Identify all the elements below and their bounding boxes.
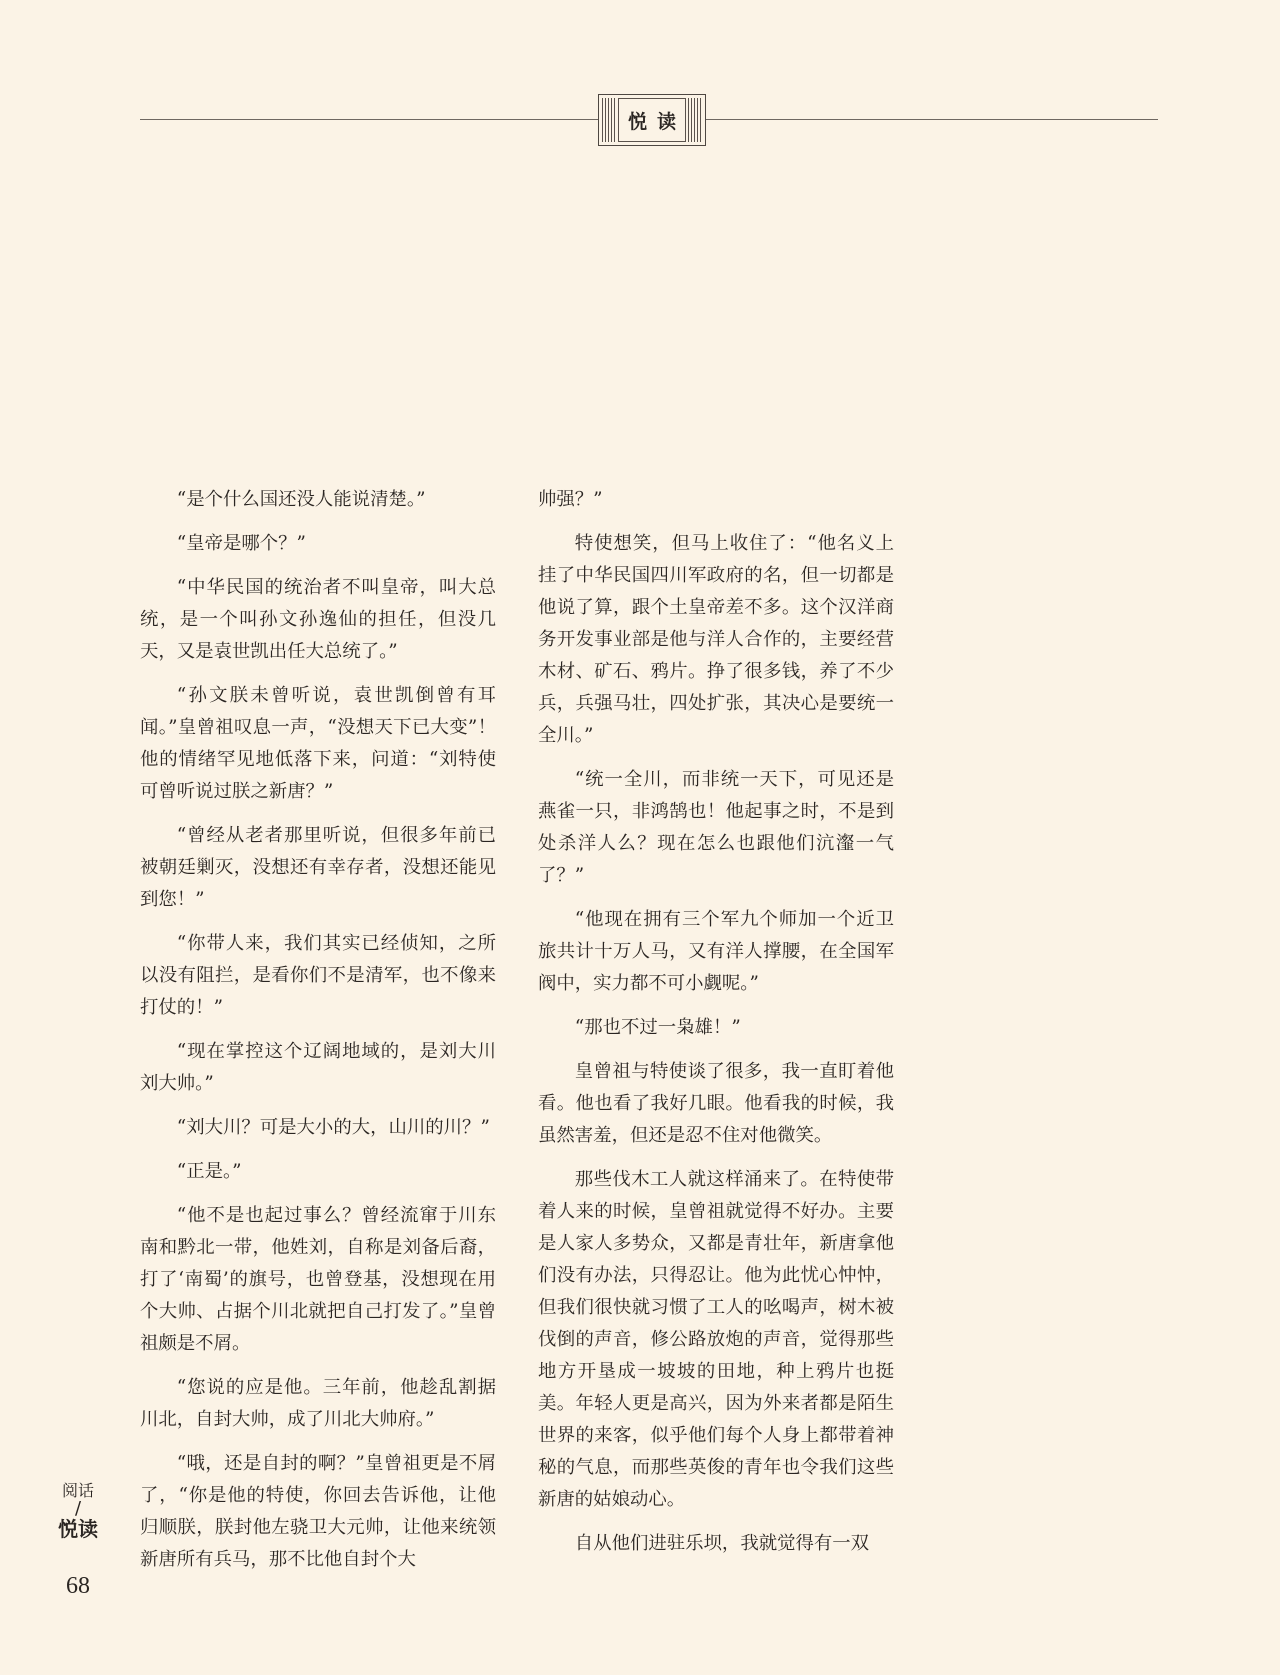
paragraph: “皇帝是哪个？” [176,533,306,554]
paragraph: “统一全川，而非统一天下，可见还是燕雀一只，非鸿鹄也！他起事之时，不是到处杀洋人么？现在怎么也跟他们沆瀣一气了？” [538,769,894,886]
section-badge [598,94,706,146]
paragraph: “您说的应是他。三年前，他趁乱割据川北，自封大帅，成了川北大帅府。” [140,1377,496,1430]
paragraph: “孙文朕未曾听说，袁世凯倒曾有耳闻。”皇曾祖叹息一声，“没想天下已大变”！他的情绪罕见地低落下来，问道：“刘特使可曾听说过朕之新唐？” [140,685,496,802]
paragraph: “哦，还是自封的啊？”皇曾祖更是不屑了，“你是他的特使，你回去告诉他，让他归顺朕，朕封他左骁卫大元帅，让他来统领新唐所有兵马，那不比他自封个大 [140,1453,496,1570]
paragraph: “他不是也起过事么？曾经流窜于川东南和黔北一带，他姓刘，自称是刘备后裔，打了‘南蜀’的旗号，也曾登基，没想现在用个大帅、占据个川北就把自己打发了。”皇曾祖颇是不屑。 [140,1205,496,1354]
page-number: 68 [66,1573,90,1599]
paragraph: “那也不过一枭雄！” [574,1017,741,1038]
paragraph: “正是。” [176,1161,242,1182]
article-column-2 [538,484,894,1572]
paragraph: 特使想笑，但马上收住了：“他名义上挂了中华民国四川军政府的名，但一切都是他说了算，跟个土皇帝差不多。这个汉洋商务开发事业部是他与洋人合作的，主要经营木材、矿石、鸦片。挣了很多钱，养了不少兵，兵强马壮，四处扩张，其决心是要统一全川。” [538,533,894,746]
header-rule-right [706,119,1158,120]
header-rule-left [140,119,600,120]
paragraph: “现在掌控这个辽阔地域的，是刘大川刘大帅。” [140,1041,496,1094]
paragraph: “他现在拥有三个军九个师加一个近卫旅共计十万人马，又有洋人撑腰，在全国军阀中，实力都不可小觑呢。” [538,909,894,994]
badge-ornament-left [602,98,616,142]
paragraph: 那些伐木工人就这样涌来了。在特使带着人来的时候，皇曾祖就觉得不好办。主要是人家人多势众，又都是青壮年，新唐拿他们没有办法，只得忍让。他为此忧心忡忡，但我们很快就习惯了工人的吆喝声，树木被伐倒的声音，修公路放炮的声音，觉得那些地方开垦成一坡坡的田地，种上鸦片也挺美。年轻人更是高兴，因为外来者都是陌生世界的来客，似乎他们每个人身上都带着神秘的气息，而那些英俊的青年也令我们这些新唐的姑娘动心。 [538,1169,894,1510]
paragraph: “中华民国的统治者不叫皇帝，叫大总统，是一个叫孙文孙逸仙的担任，但没几天，又是袁世凯出任大总统了。” [140,577,496,662]
badge-frame [618,98,686,142]
badge-ornament-right [688,98,702,142]
section-label: 悦读 [627,110,686,133]
article-column-1 [140,484,496,1588]
paragraph: 皇曾祖与特使谈了很多，我一直盯着他看。他也看了我好几眼。他看我的时候，我虽然害羞，但还是忍不住对他微笑。 [538,1061,894,1146]
magazine-name-top: 阅话 [61,1481,94,1500]
magazine-name-bottom: 悦读 [58,1517,98,1541]
paragraph: “曾经从老者那里听说，但很多年前已被朝廷剿灭，没想还有幸存者，没想还能见到您！” [140,825,496,910]
paragraph: “刘大川？可是大小的大，山川的川？” [176,1117,490,1138]
paragraph-continuation: 帅强？” [538,489,603,510]
paragraph: 自从他们进驻乐坝，我就觉得有一双 [574,1533,870,1554]
magazine-section-label [58,1482,98,1540]
paragraph: “是个什么国还没人能说清楚。” [176,489,426,510]
paragraph: “你带人来，我们其实已经侦知，之所以没有阻拦，是看你们不是清军，也不像来打仗的！” [140,933,496,1018]
label-separator: / [74,1498,82,1519]
